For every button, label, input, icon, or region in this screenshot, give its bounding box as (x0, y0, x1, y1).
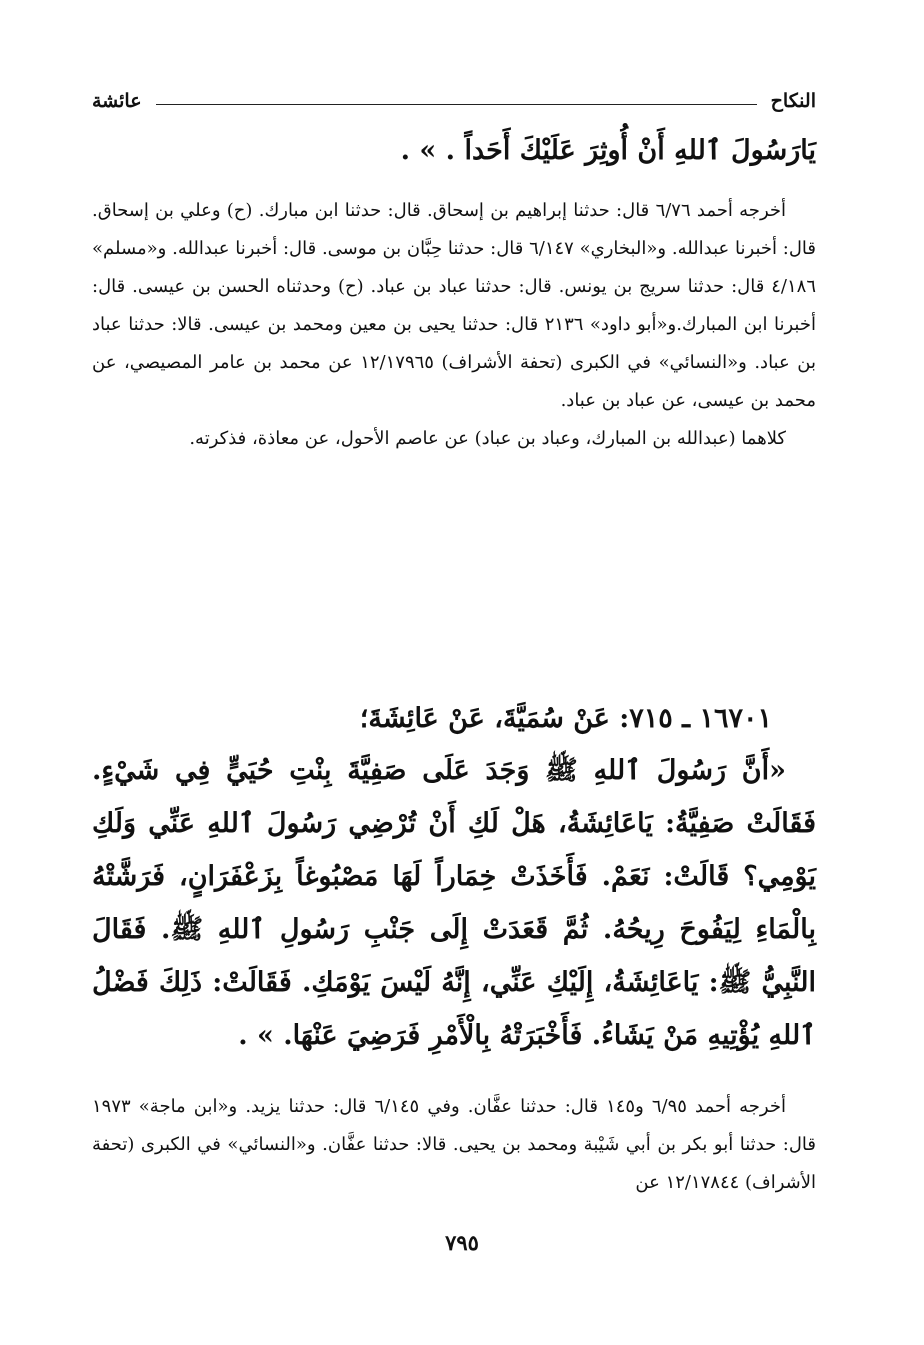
hadith-section (92, 694, 816, 1062)
page-number: ٧٩٥ (445, 1230, 479, 1255)
continuation-text: يَارَسُولَ ٱللهِ أَنْ أُوثِرَ عَلَيْكَ أَحَداً . » . (400, 135, 816, 166)
takhrij-paragraph: أخرجه أحمد ٦/٧٦ قال: حدثنا إبراهيم بن إسحاق. قال: حدثنا ابن مبارك. (ح) وعلي بن إسحاق. قال: أخبرنا عبدالله. و«البخاري» ٦/١٤٧ قال: حدثنا حِبَّان بن موسى. قال: أخبرنا عبدالله. و«مسلم» ٤/١٨٦ قال: حدثنا سريج بن يونس. قال: حدثنا عباد بن عباد. (ح) وحدثناه الحسن بن عيسى. قال: أخبرنا ابن المبارك.و«أبو داود» ٢١٣٦ قال: حدثنا يحيى بن معين ومحمد بن عيسى. قالا: حدثنا عباد بن عباد. و«النسائي» في الكبرى (تحفة الأشراف) ١٢/١٧٩٦٥ عن محمد بن عامر المصيصي، عن محمد بن عيسى، عن عباد بن عباد. (92, 200, 816, 411)
hadith-heading: ١٦٧٠١ ـ ٧١٥: عَنْ سُمَيَّةَ، عَنْ عَائِشَةَ؛ (359, 703, 772, 734)
takhrij-section-2 (92, 1088, 816, 1202)
takhrij-section-1 (92, 192, 816, 458)
hadith-matn: «أَنَّ رَسُولَ ٱللهِ ﷺ وَجَدَ عَلَى صَفِيَّةَ بِنْتِ حُيَيٍّ فِي شَيْءٍ. فَقَالَتْ صَفِيَّةُ: يَاعَائِشَةُ، هَلْ لَكِ أَنْ تُرْضِي رَسُولَ ٱللهِ عَنِّي وَلَكِ يَوْمِي؟ قَالَتْ: نَعَمْ. فَأَخَذَتْ خِمَاراً لَهَا مَصْبُوغاً بِزَعْفَرَانٍ، فَرَشَّتْهُ بِالْمَاءِ لِيَفُوحَ رِيحُهُ. ثُمَّ قَعَدَتْ إِلَى جَنْبِ رَسُولِ ٱللهِ ﷺ. فَقَالَ النَّبِيُّ ﷺ: يَاعَائِشَةُ، إِلَيْكِ عَنِّي، إِنَّهُ لَيْسَ يَوْمَكِ. فَقَالَتْ: ذَلِكَ فَضْلُ ٱللهِ يُؤْتِيهِ مَنْ يَشَاءُ. فَأَخْبَرَتْهُ بِالْأَمْرِ فَرَضِيَ عَنْهَا. » . (92, 755, 816, 1051)
takhrij-paragraph: أخرجه أحمد ٦/٩٥ و١٤٥ قال: حدثنا عفَّان. وفي ٦/١٤٥ قال: حدثنا يزيد. و«ابن ماجة» ١٩٧٣ قال: حدثنا أبو بكر بن أبي شَيْبة ومحمد بن يحيى. قالا: حدثنا عفَّان. و«النسائي» في الكبرى (تحفة الأشراف) ١٢/١٧٨٤٤ عن (92, 1096, 816, 1193)
header-narrator-name: عائشة (92, 90, 142, 112)
hadith-continuation-line (92, 124, 816, 177)
header-rule (156, 104, 757, 105)
running-header (92, 86, 816, 116)
header-chapter-title: النكاح (770, 90, 816, 112)
takhrij-summary-paragraph: كلاهما (عبدالله بن المبارك، وعباد بن عباد) عن عاصم الأحول، عن معاذة، فذكرته. (189, 428, 786, 449)
